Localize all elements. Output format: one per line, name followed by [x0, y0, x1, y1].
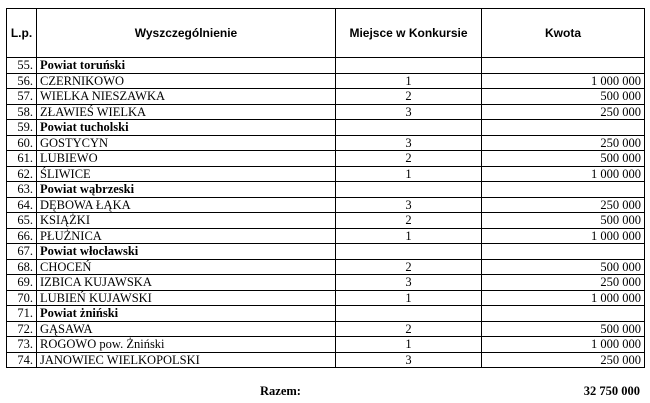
total-value: 32 750 000 — [583, 384, 640, 398]
table-header-row — [7, 9, 645, 58]
row-lp: 68. — [7, 259, 37, 275]
row-lp: 61. — [7, 151, 37, 167]
row-amount — [482, 58, 645, 74]
table-row — [7, 275, 645, 291]
table-row — [7, 89, 645, 105]
table-row — [7, 73, 645, 89]
row-lp: 69. — [7, 275, 37, 291]
row-lp: 70. — [7, 290, 37, 306]
row-amount: 250 000 — [482, 104, 645, 120]
header-name: Wyszczególnienie — [37, 9, 336, 58]
header-lp: L.p. — [7, 9, 37, 58]
row-place: 1 — [336, 228, 482, 244]
row-place: 2 — [336, 259, 482, 275]
row-name: ZŁAWIEŚ WIELKA — [37, 104, 336, 120]
row-place: 3 — [336, 197, 482, 213]
district-row — [7, 244, 645, 260]
row-name: PŁUŻNICA — [37, 228, 336, 244]
row-amount: 250 000 — [482, 197, 645, 213]
row-name: GĄSAWA — [37, 321, 336, 337]
table-row — [7, 259, 645, 275]
total-label: Razem: — [260, 384, 301, 398]
row-name: ŚLIWICE — [37, 166, 336, 182]
row-name: GOSTYCYN — [37, 135, 336, 151]
row-place: 3 — [336, 352, 482, 368]
row-place — [336, 306, 482, 322]
row-lp: 62. — [7, 166, 37, 182]
row-place: 3 — [336, 135, 482, 151]
row-lp: 65. — [7, 213, 37, 229]
row-lp: 72. — [7, 321, 37, 337]
row-name: CHOCEŃ — [37, 259, 336, 275]
header-amount: Kwota — [482, 9, 645, 58]
row-lp: 74. — [7, 352, 37, 368]
row-place: 2 — [336, 321, 482, 337]
district-row — [7, 120, 645, 136]
row-lp: 63. — [7, 182, 37, 198]
row-amount: 500 000 — [482, 259, 645, 275]
row-place — [336, 58, 482, 74]
row-place: 1 — [336, 337, 482, 353]
table-row — [7, 213, 645, 229]
row-place — [336, 120, 482, 136]
row-amount: 500 000 — [482, 213, 645, 229]
table-row — [7, 228, 645, 244]
row-place: 1 — [336, 290, 482, 306]
row-amount — [482, 182, 645, 198]
table-row — [7, 337, 645, 353]
row-amount: 250 000 — [482, 352, 645, 368]
row-lp: 66. — [7, 228, 37, 244]
row-place — [336, 182, 482, 198]
row-amount — [482, 244, 645, 260]
row-name: JANOWIEC WIELKOPOLSKI — [37, 352, 336, 368]
row-name: WIELKA NIESZAWKA — [37, 89, 336, 105]
row-amount — [482, 120, 645, 136]
table-row — [7, 197, 645, 213]
table-row — [7, 321, 645, 337]
row-lp: 57. — [7, 89, 37, 105]
row-lp: 58. — [7, 104, 37, 120]
row-lp: 55. — [7, 58, 37, 74]
district-row — [7, 306, 645, 322]
row-amount: 1 000 000 — [482, 337, 645, 353]
table-row — [7, 151, 645, 167]
row-amount: 500 000 — [482, 151, 645, 167]
district-row — [7, 182, 645, 198]
row-name: Powiat włocławski — [37, 244, 336, 260]
table-row — [7, 104, 645, 120]
row-name: Powiat tucholski — [37, 120, 336, 136]
row-place: 3 — [336, 275, 482, 291]
row-place: 2 — [336, 151, 482, 167]
row-amount: 500 000 — [482, 89, 645, 105]
row-amount: 250 000 — [482, 135, 645, 151]
table-body — [7, 58, 645, 368]
row-name: Powiat wąbrzeski — [37, 182, 336, 198]
row-amount: 1 000 000 — [482, 73, 645, 89]
header-place: Miejsce w Konkursie — [336, 9, 482, 58]
row-place — [336, 244, 482, 260]
row-place: 2 — [336, 213, 482, 229]
table-row — [7, 166, 645, 182]
row-lp: 60. — [7, 135, 37, 151]
row-amount: 500 000 — [482, 321, 645, 337]
row-name: Powiat toruński — [37, 58, 336, 74]
row-amount: 1 000 000 — [482, 228, 645, 244]
row-amount: 1 000 000 — [482, 290, 645, 306]
row-name: DĘBOWA ŁĄKA — [37, 197, 336, 213]
table-row — [7, 135, 645, 151]
awards-table — [6, 8, 645, 368]
row-lp: 71. — [7, 306, 37, 322]
row-name: CZERNIKOWO — [37, 73, 336, 89]
total-row — [0, 384, 650, 400]
row-lp: 67. — [7, 244, 37, 260]
row-lp: 64. — [7, 197, 37, 213]
row-name: KSIĄŻKI — [37, 213, 336, 229]
row-amount — [482, 306, 645, 322]
row-lp: 73. — [7, 337, 37, 353]
row-amount: 250 000 — [482, 275, 645, 291]
row-amount: 1 000 000 — [482, 166, 645, 182]
row-name: LUBIEWO — [37, 151, 336, 167]
district-row — [7, 58, 645, 74]
row-place: 2 — [336, 89, 482, 105]
row-name: Powiat żniński — [37, 306, 336, 322]
row-place: 3 — [336, 104, 482, 120]
row-name: IZBICA KUJAWSKA — [37, 275, 336, 291]
row-lp: 59. — [7, 120, 37, 136]
row-place: 1 — [336, 73, 482, 89]
row-name: ROGOWO pow. Żniński — [37, 337, 336, 353]
row-name: LUBIEŃ KUJAWSKI — [37, 290, 336, 306]
row-lp: 56. — [7, 73, 37, 89]
row-place: 1 — [336, 166, 482, 182]
table-row — [7, 290, 645, 306]
table-row — [7, 352, 645, 368]
